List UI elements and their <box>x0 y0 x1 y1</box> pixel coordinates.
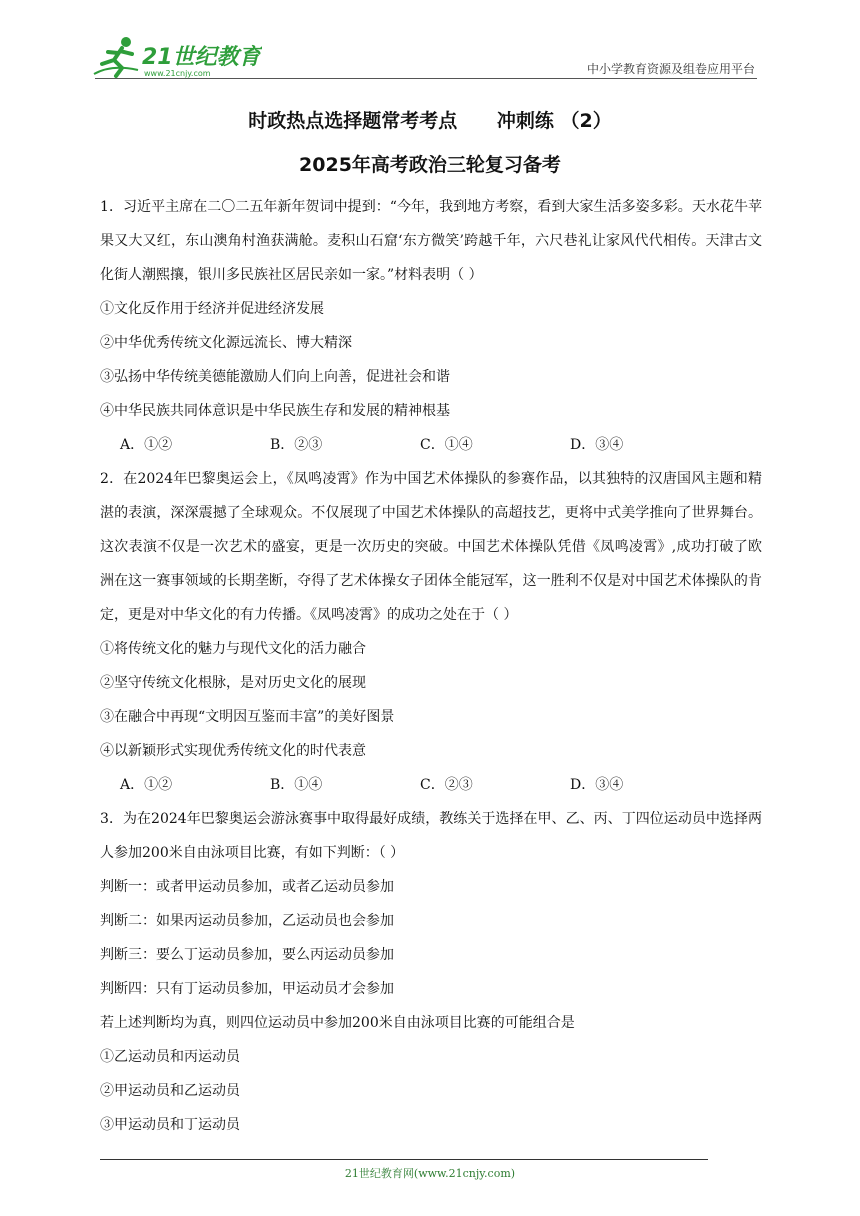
question-3-item: 判断三：要么丁运动员参加，要么丙运动员参加 <box>100 947 394 963</box>
option-d: D．③④ <box>570 437 624 453</box>
question-1-item: ③弘扬中华传统美德能激励人们向上向善，促进社会和谐 <box>100 369 450 385</box>
question-3-item: ①乙运动员和丙运动员 <box>100 1049 240 1065</box>
question-list <box>100 190 762 1142</box>
question-3-item: 判断四：只有丁运动员参加，甲运动员才会参加 <box>100 981 394 997</box>
question-3-item: 判断一：或者甲运动员参加，或者乙运动员参加 <box>100 879 394 895</box>
question-3-item: 若上述判断均为真，则四位运动员中参加200米自由泳项目比赛的可能组合是 <box>100 1015 575 1031</box>
option-c: C．②③ <box>420 777 473 793</box>
document-subtitle: 2025年高考政治三轮复习备考 <box>299 154 561 176</box>
question-2-item: ④以新颖形式实现优秀传统文化的时代表意 <box>100 743 366 759</box>
option-b: B．②③ <box>270 437 323 453</box>
footer-divider <box>100 1159 708 1160</box>
question-3-item: ②甲运动员和乙运动员 <box>100 1083 240 1099</box>
footer-link[interactable]: 21世纪教育网(www.21cnjy.com) <box>344 1167 516 1180</box>
question-2-item: ③在融合中再现“文明因互鉴而丰富”的美好图景 <box>100 709 395 725</box>
platform-label: 中小学教育资源及组卷应用平台 <box>586 62 755 76</box>
option-a: A．①② <box>120 437 173 453</box>
option-d: D．③④ <box>570 777 624 793</box>
question-1-options <box>100 428 762 462</box>
question-2-item: ①将传统文化的魅力与现代文化的活力融合 <box>100 641 366 657</box>
logo-text: 21世纪教育 <box>142 45 261 70</box>
question-1-item: ②中华优秀传统文化源远流长、博大精深 <box>100 335 352 351</box>
header-divider <box>95 78 757 79</box>
logo-url: www.21cnjy.com <box>144 69 211 78</box>
document-title: 时政热点选择题常考考点 冲刺练 （2） <box>248 110 612 132</box>
site-logo <box>92 34 262 78</box>
runner-icon <box>94 37 138 76</box>
question-1-item: ①文化反作用于经济并促进经济发展 <box>100 301 324 317</box>
option-a: A．①② <box>120 777 173 793</box>
question-2-options <box>100 768 762 802</box>
option-c: C．①④ <box>420 437 473 453</box>
question-2-stem: 2．在2024年巴黎奥运会上，《凤鸣凌霄》作为中国艺术体操队的参赛作品，以其独特的汉唐国风主题和精湛的表演，深深震撼了全球观众。不仅展现了中国艺术体操队的高超技艺，更将中式美学推向了世界舞台。这次表演不仅是一次艺术的盛宴，更是一次历史的突破。中国艺术体操队凭借《凤鸣凌霄》,成功打破了欧洲在这一赛事领域的长期垄断，夺得了艺术体操女子团体全能冠军，这一胜利不仅是对中国艺术体操队的肯定，更是对中华文化的有力传播。《凤鸣凌霄》的成功之处在于（ ） <box>100 471 762 623</box>
question-3-stem: 3．为在2024年巴黎奥运会游泳赛事中取得最好成绩，教练关于选择在甲、乙、丙、丁四位运动员中选择两人参加200米自由泳项目比赛，有如下判断：（ ） <box>100 811 762 861</box>
question-3-item: ③甲运动员和丁运动员 <box>100 1117 240 1133</box>
question-1-stem: 1．习近平主席在二〇二五年新年贺词中提到：“今年，我到地方考察，看到大家生活多姿多彩。天水花牛苹果又大又红，东山澳角村渔获满舱。麦积山石窟‘东方微笑’跨越千年，六尺巷礼让家风代代相传。天津古文化街人潮熙攘，银川多民族社区居民亲如一家。”材料表明（ ） <box>100 199 762 283</box>
question-2-item: ②坚守传统文化根脉，是对历史文化的展现 <box>100 675 366 691</box>
question-1-item: ④中华民族共同体意识是中华民族生存和发展的精神根基 <box>100 403 450 419</box>
question-3-item: 判断二：如果丙运动员参加，乙运动员也会参加 <box>100 913 394 929</box>
option-b: B．①④ <box>270 777 323 793</box>
